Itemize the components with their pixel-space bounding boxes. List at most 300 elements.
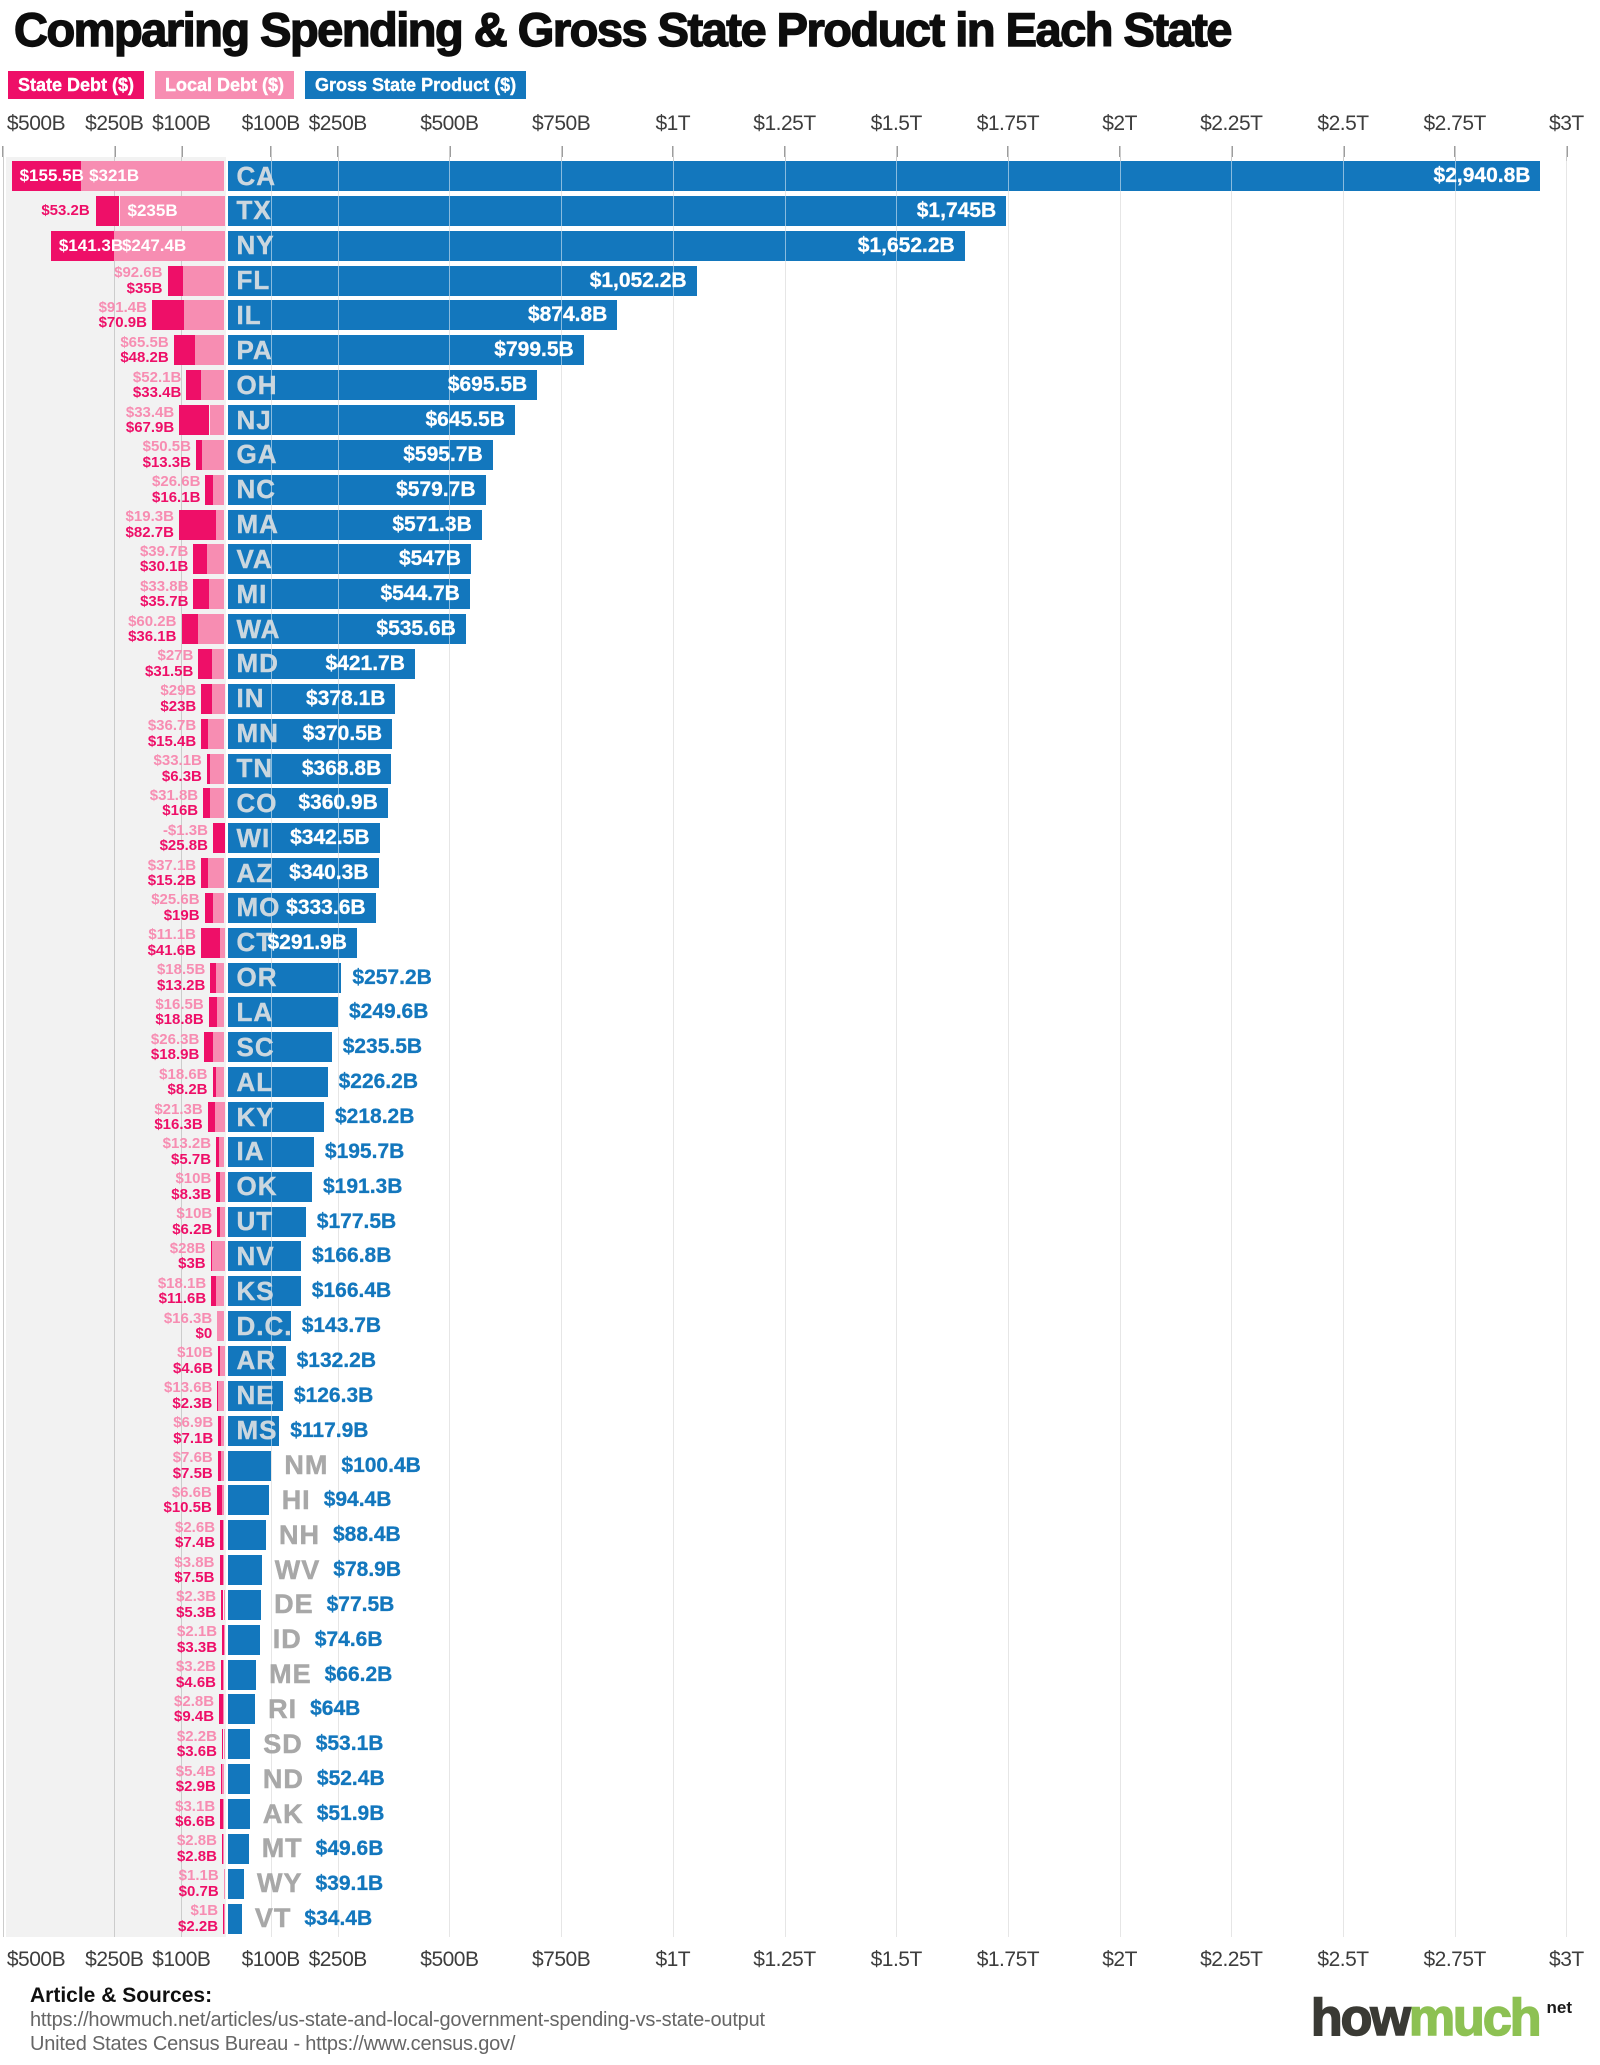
footer-source-line[interactable] bbox=[30, 2033, 515, 2056]
logo-much: much bbox=[1408, 1989, 1540, 2047]
state-code: MT bbox=[261, 1833, 303, 1864]
local-debt-value: $26.6B bbox=[152, 473, 201, 491]
local-debt-bar bbox=[208, 719, 224, 749]
gsp-value: $53.1B bbox=[315, 1732, 384, 1756]
gsp-bar bbox=[228, 1799, 250, 1829]
debt-values bbox=[150, 788, 198, 818]
row-DC bbox=[0, 1311, 1600, 1341]
state-debt-bar bbox=[205, 893, 214, 923]
local-debt-bar bbox=[207, 544, 225, 574]
state-debt-value: $5.7B bbox=[171, 1150, 212, 1168]
state-code: AL bbox=[236, 1066, 274, 1097]
state-debt-value: $30.1B bbox=[139, 558, 189, 576]
debt-values bbox=[170, 1241, 206, 1271]
local-debt-bar bbox=[213, 893, 224, 923]
row-OK bbox=[0, 1172, 1600, 1202]
gsp-value: $74.6B bbox=[314, 1627, 383, 1651]
top-axis-label: $1.25T bbox=[753, 112, 816, 135]
gsp-value: $177.5B bbox=[316, 1209, 397, 1233]
row-IA bbox=[0, 1137, 1600, 1167]
debt-values bbox=[133, 370, 181, 400]
local-debt-value: $91.4B bbox=[98, 298, 147, 316]
state-code: D.C. bbox=[236, 1310, 293, 1341]
gsp-value: $94.4B bbox=[323, 1488, 392, 1512]
gsp-value: $117.9B bbox=[290, 1418, 369, 1442]
top-axis-label: $1.5T bbox=[870, 112, 922, 135]
state-code: MD bbox=[236, 648, 279, 679]
local-debt-bar bbox=[220, 1172, 225, 1202]
debt-values bbox=[155, 997, 203, 1027]
state-code: TN bbox=[236, 753, 274, 783]
state-debt-value: $23B bbox=[160, 697, 197, 715]
row-VT bbox=[0, 1904, 1600, 1934]
local-debt-value: $37.1B bbox=[147, 856, 197, 874]
gsp-value: $100.4B bbox=[341, 1453, 421, 1477]
gsp-value: $695.5B bbox=[447, 373, 528, 397]
bottom-axis-label: $1T bbox=[655, 1948, 691, 1971]
top-axis-label: $250B bbox=[308, 112, 367, 135]
state-debt-value: $18.8B bbox=[155, 1011, 204, 1029]
state-code: AK bbox=[262, 1798, 304, 1829]
local-debt-value: $18.5B bbox=[156, 961, 206, 979]
gsp-bar bbox=[228, 1555, 262, 1585]
state-debt-bar bbox=[208, 1102, 215, 1132]
code-and-value bbox=[274, 1590, 394, 1620]
local-debt-value: $13.2B bbox=[162, 1135, 212, 1153]
row-NM bbox=[0, 1451, 1600, 1481]
state-debt-value: $2.3B bbox=[172, 1394, 213, 1412]
local-debt-bar bbox=[219, 1137, 225, 1167]
state-debt-value: $2.9B bbox=[175, 1778, 216, 1796]
local-debt-bar bbox=[224, 1625, 225, 1655]
state-debt-value: $7.1B bbox=[173, 1429, 214, 1447]
gsp-value: $191.3B bbox=[323, 1174, 403, 1198]
local-debt-value: $3.8B bbox=[174, 1553, 215, 1571]
state-code: AZ bbox=[236, 857, 274, 888]
state-code: GA bbox=[236, 439, 278, 470]
state-debt-bar bbox=[209, 997, 217, 1027]
state-code: DE bbox=[274, 1589, 314, 1620]
local-debt-value: $2.8B bbox=[176, 1832, 217, 1850]
gsp-value: $64B bbox=[310, 1697, 361, 1721]
state-debt-value: $155.5B bbox=[19, 166, 84, 185]
row-AR bbox=[0, 1346, 1600, 1376]
census-link[interactable]: United States Census Bureau - https://www.census.gov/ bbox=[30, 2033, 516, 2055]
row-CA bbox=[0, 161, 1600, 191]
row-WY bbox=[0, 1869, 1600, 1899]
gsp-value: $1,052.2B bbox=[589, 268, 687, 292]
state-debt-value: $141.3B bbox=[58, 235, 124, 255]
footer-article-url[interactable] bbox=[30, 2009, 765, 2032]
local-debt-value: $28B bbox=[169, 1239, 206, 1257]
local-debt-value: $5.4B bbox=[175, 1762, 216, 1780]
local-debt-value: $33.1B bbox=[153, 752, 202, 769]
gridline-overlay bbox=[673, 161, 674, 1937]
debt-values bbox=[177, 1625, 217, 1655]
state-code: MA bbox=[236, 509, 279, 539]
row-OH bbox=[0, 370, 1600, 400]
state-code: CT bbox=[236, 927, 274, 958]
row-SD bbox=[0, 1729, 1600, 1759]
debt-values bbox=[175, 1520, 215, 1550]
state-debt-bar bbox=[168, 266, 184, 296]
gsp-value: $421.7B bbox=[325, 651, 405, 675]
gridline-overlay bbox=[785, 161, 786, 1937]
code-and-value bbox=[257, 1869, 383, 1899]
state-code: IA bbox=[236, 1136, 265, 1167]
gsp-value: $218.2B bbox=[335, 1105, 415, 1128]
local-debt-value: $25.6B bbox=[151, 891, 200, 909]
state-debt-value: $19B bbox=[163, 906, 200, 924]
row-CO bbox=[0, 788, 1600, 818]
state-code: UT bbox=[236, 1206, 274, 1236]
state-debt-bar bbox=[201, 684, 211, 714]
state-code: OK bbox=[236, 1171, 278, 1202]
debt-values bbox=[160, 684, 196, 714]
debt-values bbox=[148, 858, 196, 888]
state-code: IL bbox=[236, 299, 262, 330]
state-debt-bar bbox=[174, 335, 196, 365]
local-debt-value: $65.5B bbox=[120, 333, 169, 351]
state-debt-value: $41.6B bbox=[147, 941, 196, 959]
local-debt-value: $16.3B bbox=[163, 1309, 213, 1327]
local-debt-value: $10B bbox=[176, 1205, 213, 1222]
local-debt-bar bbox=[215, 1102, 225, 1132]
state-debt-bar bbox=[201, 858, 208, 888]
top-axis-label: $500B bbox=[6, 112, 66, 135]
gsp-value: $34.4B bbox=[304, 1906, 373, 1930]
top-axis-label: $2.75T bbox=[1423, 112, 1486, 135]
state-code: ME bbox=[269, 1659, 312, 1689]
debt-values bbox=[128, 614, 176, 644]
debt-values bbox=[148, 928, 196, 958]
bottom-axis-label: $2.25T bbox=[1200, 1948, 1263, 1971]
bottom-axis-label: $3T bbox=[1549, 1948, 1584, 1971]
gsp-bar bbox=[228, 1625, 260, 1655]
row-KS bbox=[0, 1276, 1600, 1306]
debt-values bbox=[174, 1555, 214, 1585]
state-debt-value: $4.6B bbox=[172, 1359, 213, 1377]
gsp-value: $78.9B bbox=[333, 1558, 402, 1581]
debt-values bbox=[176, 1764, 216, 1794]
local-debt-value: $33.4B bbox=[125, 403, 175, 421]
gsp-bar bbox=[228, 1834, 249, 1864]
footer-heading: Article & Sources: bbox=[30, 1984, 213, 2007]
debt-values bbox=[173, 1346, 213, 1376]
state-debt-value: $0 bbox=[195, 1325, 213, 1342]
local-debt-value: $31.8B bbox=[149, 786, 199, 804]
local-debt-value: $321B bbox=[89, 166, 140, 185]
row-TX bbox=[0, 196, 1600, 226]
debt-values bbox=[160, 823, 208, 853]
state-debt-value: $16.3B bbox=[154, 1116, 203, 1133]
local-debt-value: $29B bbox=[160, 682, 197, 700]
local-debt-bar bbox=[222, 1485, 225, 1515]
local-debt-bar bbox=[223, 1555, 225, 1585]
local-debt-value: $7.6B bbox=[172, 1449, 213, 1466]
state-debt-value: $13.3B bbox=[142, 453, 191, 471]
state-debt-value: $33.4B bbox=[132, 384, 182, 402]
local-debt-value: $3.1B bbox=[175, 1797, 216, 1815]
state-code: NV bbox=[236, 1240, 275, 1271]
gsp-value: $342.5B bbox=[290, 826, 370, 850]
legend-chip-0: State Debt ($) bbox=[8, 71, 144, 99]
local-debt-bar bbox=[213, 1032, 225, 1062]
state-debt-value: $70.9B bbox=[98, 314, 147, 332]
state-debt-value: $0.7B bbox=[178, 1882, 219, 1900]
local-debt-bar bbox=[223, 1694, 224, 1724]
gsp-value: $126.3B bbox=[293, 1383, 374, 1407]
local-debt-bar bbox=[217, 997, 224, 1027]
debt-values bbox=[173, 1451, 213, 1481]
gsp-value: $645.5B bbox=[425, 408, 505, 431]
gsp-value: $291.9B bbox=[267, 930, 347, 954]
row-ND bbox=[0, 1764, 1600, 1794]
local-debt-value: $18.1B bbox=[157, 1274, 207, 1292]
local-debt-bar bbox=[209, 579, 224, 609]
gridline-overlay bbox=[1566, 161, 1567, 1937]
local-debt-value: $6.6B bbox=[171, 1483, 212, 1501]
gsp-value: $571.3B bbox=[392, 512, 472, 536]
gsp-value: $195.7B bbox=[324, 1139, 405, 1163]
local-debt-value: $52.1B bbox=[132, 368, 182, 386]
local-debt-value: $36.7B bbox=[147, 717, 197, 735]
code-and-value bbox=[273, 1625, 383, 1655]
local-debt-bar bbox=[202, 440, 225, 470]
legend bbox=[8, 71, 526, 99]
row-PA bbox=[0, 335, 1600, 365]
bottom-axis-label: $2T bbox=[1102, 1948, 1137, 1971]
state-code: WI bbox=[236, 822, 271, 853]
state-code: VA bbox=[236, 543, 273, 574]
gsp-value: $368.8B bbox=[301, 756, 382, 780]
bottom-axis-label: $250B bbox=[85, 1948, 144, 1971]
top-axis-label: $100B bbox=[241, 112, 300, 135]
local-debt-bar bbox=[218, 1381, 224, 1411]
state-debt-value: $11.6B bbox=[158, 1290, 207, 1308]
state-debt-value: $15.2B bbox=[147, 872, 197, 889]
state-debt-bar bbox=[198, 649, 212, 679]
gsp-value: $88.4B bbox=[333, 1523, 401, 1547]
local-debt-bar bbox=[195, 335, 224, 365]
local-debt-bar bbox=[212, 1241, 225, 1271]
code-and-value bbox=[282, 1485, 392, 1515]
state-debt-bar bbox=[193, 579, 209, 609]
state-debt-value: $10.5B bbox=[163, 1499, 212, 1517]
debt-values bbox=[158, 1276, 206, 1306]
gsp-value: $535.6B bbox=[376, 617, 456, 640]
gsp-value: $132.2B bbox=[296, 1348, 376, 1372]
top-axis-label: $2T bbox=[1102, 112, 1137, 135]
local-debt-bar bbox=[220, 928, 225, 958]
gsp-value: $2,940.8B bbox=[1433, 164, 1531, 187]
debt-values bbox=[177, 1729, 217, 1759]
state-debt-value: $4.6B bbox=[175, 1673, 216, 1691]
state-debt-value: $35.7B bbox=[140, 593, 189, 611]
debt-values bbox=[164, 1311, 212, 1341]
state-debt-value: $35B bbox=[126, 279, 163, 297]
local-debt-bar bbox=[216, 1276, 224, 1306]
gsp-bar bbox=[228, 1590, 262, 1620]
gsp-value: $1,652.2B bbox=[857, 233, 955, 257]
local-debt-bar bbox=[184, 300, 225, 330]
code-and-value bbox=[263, 1799, 385, 1829]
state-code: HI bbox=[281, 1484, 311, 1515]
state-debt-value: $48.2B bbox=[120, 349, 169, 367]
gsp-bar bbox=[228, 1520, 267, 1550]
debt-values bbox=[126, 510, 174, 540]
debt-values bbox=[176, 1660, 216, 1690]
state-code: WY bbox=[257, 1868, 303, 1899]
article-link[interactable]: https://howmuch.net/articles/us-state-and-local-government-spending-vs-state-output bbox=[30, 2009, 765, 2031]
code-and-value bbox=[279, 1520, 401, 1550]
code-and-value bbox=[262, 1834, 384, 1864]
local-debt-bar bbox=[224, 1869, 225, 1899]
gsp-value: $52.4B bbox=[316, 1767, 385, 1791]
top-axis-label: $250B bbox=[85, 112, 144, 135]
gsp-value: $257.2B bbox=[352, 965, 432, 989]
row-NY bbox=[0, 231, 1600, 261]
local-debt-bar bbox=[212, 649, 224, 679]
state-debt-value: $53.2B bbox=[41, 202, 90, 220]
row-MT bbox=[0, 1834, 1600, 1864]
gsp-value: $595.7B bbox=[403, 442, 483, 466]
state-debt-value: $31.5B bbox=[144, 662, 194, 680]
debt-values bbox=[151, 1032, 199, 1062]
bottom-axis-label: $2.5T bbox=[1317, 1948, 1369, 1971]
gsp-bar bbox=[228, 1485, 269, 1515]
row-TN bbox=[0, 754, 1600, 784]
state-code: VT bbox=[254, 1903, 292, 1933]
local-debt-value: $10B bbox=[177, 1344, 213, 1362]
state-debt-bar bbox=[179, 405, 209, 435]
local-debt-value: $2.8B bbox=[174, 1692, 215, 1710]
code-and-value bbox=[263, 1764, 385, 1794]
row-AL bbox=[0, 1067, 1600, 1097]
row-WI bbox=[0, 823, 1600, 853]
gsp-value: $547B bbox=[399, 547, 461, 571]
debt-values bbox=[143, 440, 191, 470]
gsp-bar bbox=[228, 1451, 272, 1481]
state-code: FL bbox=[236, 265, 271, 296]
debt-values bbox=[140, 544, 188, 574]
gridline-overlay bbox=[561, 161, 562, 1937]
row-RI bbox=[0, 1694, 1600, 1724]
local-debt-bar bbox=[216, 510, 225, 540]
state-debt-bar bbox=[203, 788, 210, 818]
state-code: MS bbox=[236, 1415, 278, 1446]
row-UT bbox=[0, 1207, 1600, 1237]
legend-chip-2: Gross State Product ($) bbox=[305, 71, 526, 99]
row-MO bbox=[0, 893, 1600, 923]
debt-values bbox=[178, 1904, 218, 1934]
legend-chip-1: Local Debt ($) bbox=[155, 71, 294, 99]
state-code: OR bbox=[236, 962, 278, 993]
logo-net: net bbox=[1546, 1998, 1572, 2017]
debt-values bbox=[126, 405, 174, 435]
state-debt-value: $25.8B bbox=[159, 837, 208, 855]
top-axis-label: $2.5T bbox=[1317, 112, 1369, 135]
row-WA bbox=[0, 614, 1600, 644]
state-debt-value: $8.2B bbox=[167, 1081, 208, 1099]
state-debt-value: $16B bbox=[162, 802, 199, 820]
local-debt-bar bbox=[220, 1207, 225, 1237]
row-GA bbox=[0, 440, 1600, 470]
local-debt-value: $39.7B bbox=[139, 542, 189, 560]
debt-values bbox=[154, 1102, 202, 1132]
local-debt-value: $2.3B bbox=[176, 1588, 217, 1606]
debt-values bbox=[140, 579, 188, 609]
row-ID bbox=[0, 1625, 1600, 1655]
debt-values bbox=[176, 1590, 216, 1620]
row-WV bbox=[0, 1555, 1600, 1585]
top-axis-label: $1T bbox=[655, 112, 691, 135]
row-AZ bbox=[0, 858, 1600, 888]
row-NE bbox=[0, 1381, 1600, 1411]
debt-values bbox=[114, 266, 162, 296]
state-debt-value: $13.2B bbox=[156, 976, 206, 994]
debt-values bbox=[171, 1172, 211, 1202]
state-code: MN bbox=[236, 718, 279, 749]
debt-values bbox=[163, 1485, 211, 1515]
state-debt-bar bbox=[205, 475, 212, 505]
gsp-bar bbox=[228, 1729, 251, 1759]
bottom-axis-label: $1.75T bbox=[976, 1948, 1040, 1971]
state-code: ID bbox=[272, 1624, 302, 1655]
state-debt-bar bbox=[186, 370, 201, 400]
debt-values bbox=[120, 335, 168, 365]
local-debt-bar bbox=[208, 858, 225, 888]
state-debt-value: $6.2B bbox=[172, 1220, 213, 1238]
state-debt-value: $7.4B bbox=[175, 1534, 216, 1552]
local-debt-value: $247.4B bbox=[121, 235, 187, 255]
debt-values bbox=[159, 1067, 207, 1097]
state-debt-value: $82.7B bbox=[125, 523, 174, 541]
state-debt-value: $15.4B bbox=[147, 732, 197, 750]
row-ME bbox=[0, 1660, 1600, 1690]
local-debt-value: $10B bbox=[175, 1170, 212, 1188]
logo-how: how bbox=[1310, 1989, 1409, 2047]
code-and-value bbox=[263, 1729, 383, 1759]
row-SC bbox=[0, 1032, 1600, 1062]
gsp-value: $579.7B bbox=[396, 477, 476, 501]
top-axis-label: $1.75T bbox=[976, 112, 1040, 135]
state-code: NE bbox=[236, 1380, 275, 1411]
row-NV bbox=[0, 1241, 1600, 1271]
state-debt-value: $3B bbox=[178, 1255, 206, 1273]
state-code: LA bbox=[236, 996, 274, 1027]
bottom-axis-label: $1.25T bbox=[753, 1948, 816, 1971]
bottom-axis-label: $500B bbox=[6, 1948, 66, 1971]
code-and-value bbox=[269, 1660, 392, 1690]
bottom-axis-label: $100B bbox=[241, 1948, 300, 1971]
state-debt-bar bbox=[201, 928, 220, 958]
local-debt-value: $19.3B bbox=[125, 508, 174, 525]
local-debt-bar bbox=[213, 475, 225, 505]
state-debt-value: $7.5B bbox=[172, 1464, 213, 1482]
local-debt-value: $18.6B bbox=[159, 1065, 208, 1083]
gridline-overlay bbox=[896, 161, 897, 1937]
gsp-value: $360.9B bbox=[298, 791, 378, 815]
state-debt-value: $9.4B bbox=[174, 1708, 215, 1726]
debt-values bbox=[154, 754, 202, 784]
row-NJ bbox=[0, 405, 1600, 435]
state-debt-value: $6.3B bbox=[161, 767, 202, 785]
state-debt-value: $36.1B bbox=[128, 628, 177, 645]
local-debt-value: $11.1B bbox=[148, 926, 196, 944]
local-debt-value: $27B bbox=[157, 647, 194, 665]
state-code: RI bbox=[268, 1693, 298, 1724]
